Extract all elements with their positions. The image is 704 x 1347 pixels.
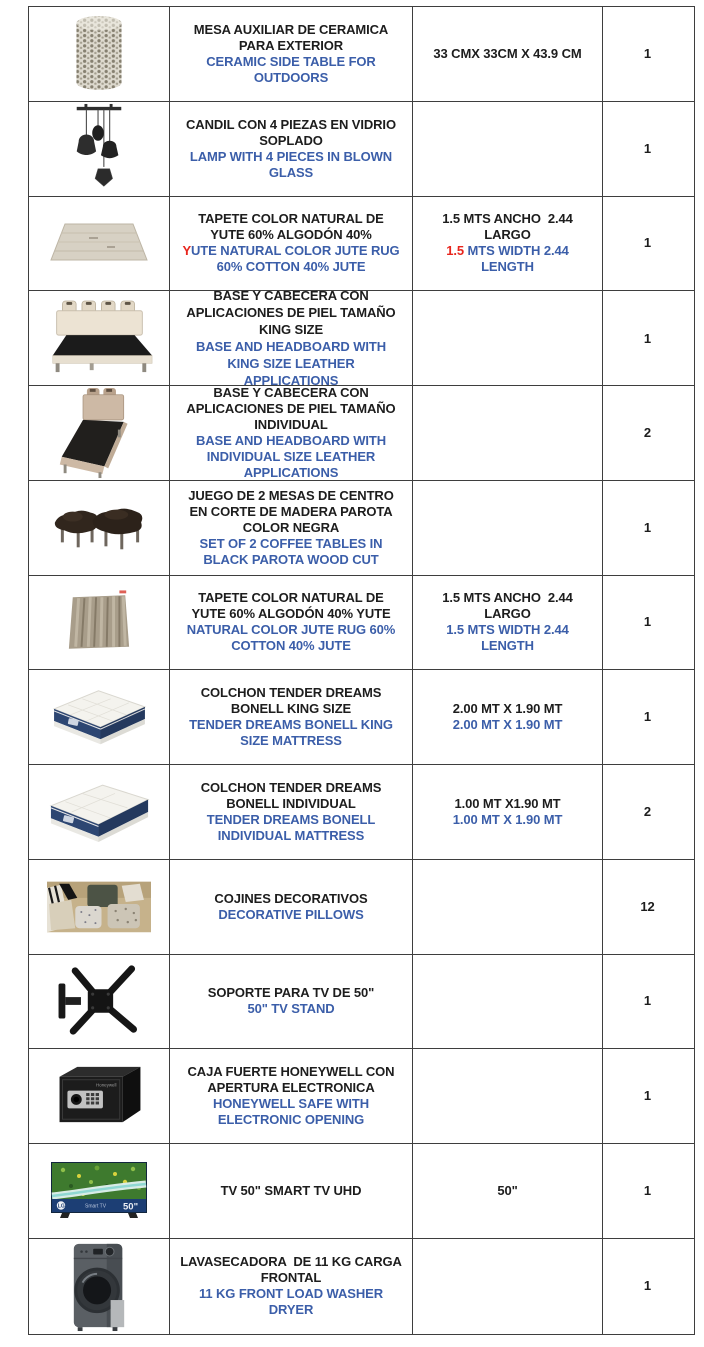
decorative-pillows-image	[47, 881, 151, 933]
text-run: 50" TV STAND	[247, 1001, 335, 1017]
text-run: MESA AUXILIAR DE CERAMICA	[193, 21, 389, 37]
description-line	[201, 780, 382, 796]
dimensions-cell	[413, 765, 603, 859]
table-row	[29, 291, 694, 386]
description-cell	[170, 291, 413, 385]
quantity-cell	[603, 1239, 692, 1334]
text-run: COJINES DECORATIVOS	[214, 890, 368, 906]
text-run: TENDER DREAMS BONELL KING	[189, 717, 393, 733]
quantity-cell	[603, 1049, 692, 1143]
description-line	[194, 22, 388, 38]
description-line	[206, 54, 375, 70]
quantity-value: 1	[643, 45, 652, 61]
dimension-line	[442, 590, 573, 606]
dimensions-cell	[413, 955, 603, 1049]
dimension-line	[497, 1183, 517, 1199]
text-run: SET OF 2 COFFEE TABLES IN	[199, 535, 383, 551]
description-line	[231, 701, 351, 717]
text-run: BONELL KING SIZE	[230, 701, 352, 717]
text-run: 11 KG FRONT LOAD WASHER	[198, 1286, 384, 1302]
tv-wall-mount-image	[51, 962, 147, 1040]
quantity-cell	[603, 481, 692, 575]
text-run: 60% COTTON 40% JUTE	[216, 259, 366, 275]
text-run: PARA EXTERIOR	[238, 37, 344, 53]
description-line	[188, 488, 393, 504]
text-run: BASE AND HEADBOARD WITH	[195, 432, 387, 448]
description-line	[180, 1254, 402, 1270]
table-row	[29, 1239, 694, 1334]
product-image-cell	[29, 291, 170, 385]
quantity-value: 1	[643, 1088, 652, 1104]
individual-mattress-image	[44, 781, 154, 843]
quantity-value: 1	[643, 235, 652, 251]
quantity-value: 1	[643, 993, 652, 1009]
product-image-cell	[29, 670, 170, 764]
svg-text:LG: LG	[57, 1203, 65, 1210]
description-line	[208, 985, 375, 1001]
quantity-value: 1	[643, 330, 652, 346]
description-line	[244, 465, 339, 480]
text-run: UTE NATURAL COLOR JUTE RUG	[191, 243, 400, 259]
table-row	[29, 386, 694, 481]
ceramic-side-table-image	[68, 13, 130, 95]
quantity-cell	[603, 197, 692, 291]
product-image-cell	[29, 860, 170, 954]
description-line	[259, 321, 323, 338]
dimension-line	[453, 717, 563, 733]
washer-dryer-image	[69, 1240, 129, 1332]
text-run: INDIVIDUAL MATTRESS	[217, 827, 365, 843]
table-row	[29, 576, 694, 671]
dimension-line	[446, 243, 568, 259]
text-run: KING SIZE	[258, 322, 324, 338]
description-line	[200, 536, 383, 552]
text-run: LARGO	[484, 227, 531, 243]
inventory-table	[28, 6, 695, 1335]
text-run: TAPETE COLOR NATURAL DE	[198, 211, 384, 227]
dimension-line	[433, 46, 581, 62]
dimensions-cell	[413, 1049, 603, 1143]
quantity-value: 1	[643, 1278, 652, 1294]
svg-text:50": 50"	[123, 1201, 139, 1213]
dimensions-cell	[413, 860, 603, 954]
quantity-value: 1	[643, 140, 652, 156]
product-image-cell	[29, 576, 170, 670]
description-cell	[170, 955, 413, 1049]
description-cell	[170, 102, 413, 196]
description-line	[188, 1064, 395, 1080]
description-cell	[170, 7, 413, 101]
king-mattress-image	[46, 686, 152, 748]
dimension-line	[484, 606, 530, 622]
text-run: APPLICATIONS	[243, 464, 339, 480]
dimensions-cell	[413, 386, 603, 480]
description-line	[259, 133, 323, 149]
text-run: JUEGO DE 2 MESAS DE CENTRO	[188, 487, 394, 503]
description-line	[218, 907, 363, 923]
table-row	[29, 670, 694, 765]
table-row	[29, 765, 694, 860]
description-line	[203, 552, 378, 568]
quantity-value: 12	[640, 898, 655, 914]
description-line	[217, 259, 366, 275]
description-cell	[170, 670, 413, 764]
text-run: COTTON 40% JUTE	[231, 638, 351, 654]
text-run: Y	[182, 243, 192, 259]
quantity-value: 1	[643, 614, 652, 630]
text-run: APLICACIONES DE PIEL TAMAÑO	[186, 400, 396, 416]
description-line	[199, 1286, 383, 1302]
svg-text:Smart TV: Smart TV	[85, 1203, 107, 1210]
description-line	[269, 1302, 314, 1318]
text-run: BLACK PAROTA WOOD CUT	[203, 551, 379, 567]
product-image-cell	[29, 1239, 170, 1334]
description-cell	[170, 197, 413, 291]
description-line	[210, 227, 372, 243]
quantity-value: 1	[643, 1182, 652, 1198]
quantity-cell	[603, 291, 692, 385]
quantity-value: 1	[643, 519, 652, 535]
product-image-cell	[29, 7, 170, 101]
text-run: 50"	[497, 1182, 518, 1198]
description-line	[213, 1096, 369, 1112]
dimensions-cell	[413, 102, 603, 196]
king-bed-image	[43, 298, 155, 378]
quantity-value: 1	[643, 709, 652, 725]
description-line	[196, 338, 386, 355]
description-line	[244, 372, 339, 385]
text-run: 1.5	[446, 243, 465, 259]
text-run: NATURAL COLOR JUTE RUG 60%	[186, 622, 396, 638]
description-line	[254, 417, 327, 433]
text-run: APPLICATIONS	[243, 373, 339, 385]
description-line	[187, 622, 396, 638]
text-run: 2.00 MT X 1.90 MT	[452, 701, 563, 717]
text-run: 1.5 MTS WIDTH 2.44	[446, 622, 569, 638]
description-line	[227, 355, 354, 372]
text-run: LAVASECADORA DE 11 KG CARGA	[180, 1254, 402, 1270]
product-image-cell	[29, 1144, 170, 1238]
text-run: TAPETE COLOR NATURAL DE	[198, 590, 384, 606]
quantity-cell	[603, 1144, 692, 1238]
description-cell	[170, 765, 413, 859]
text-run: 1.5 MTS ANCHO 2.44	[442, 590, 573, 606]
text-run: BASE Y CABECERA CON	[213, 291, 369, 304]
quantity-cell	[603, 7, 692, 101]
description-line	[254, 70, 328, 86]
jute-rug-image	[49, 217, 149, 269]
description-line	[261, 1270, 321, 1286]
dimension-line	[454, 796, 560, 812]
text-run: BASE Y CABECERA CON	[213, 386, 369, 400]
dimension-line	[481, 259, 534, 275]
dimension-line	[442, 211, 573, 227]
description-cell	[170, 481, 413, 575]
description-line	[198, 590, 383, 606]
text-run: ELECTRONIC OPENING	[217, 1112, 365, 1128]
product-image-cell	[29, 197, 170, 291]
text-run: KING SIZE LEATHER	[227, 356, 355, 372]
dimension-line	[481, 638, 534, 654]
text-run: SOPORTE PARA TV DE 50"	[207, 985, 375, 1001]
dimensions-cell	[413, 291, 603, 385]
dimension-line	[453, 701, 563, 717]
table-row	[29, 102, 694, 197]
text-run: MTS WIDTH 2.44	[464, 243, 569, 259]
description-line	[182, 243, 399, 259]
quantity-cell	[603, 576, 692, 670]
description-cell	[170, 860, 413, 954]
text-run: 2.00 MT X 1.90 MT	[452, 717, 563, 733]
description-cell	[170, 576, 413, 670]
dimension-line	[453, 812, 563, 828]
dimensions-cell	[413, 670, 603, 764]
description-line	[189, 717, 393, 733]
description-line	[231, 638, 351, 654]
text-run: LENGTH	[481, 259, 534, 275]
product-image-cell	[29, 1049, 170, 1143]
lg-smart-tv-image	[49, 1160, 149, 1222]
description-line	[240, 733, 342, 749]
blown-glass-lamp-image	[63, 103, 135, 195]
description-line	[247, 1001, 334, 1017]
text-run: 1.00 MT X 1.90 MT	[452, 811, 563, 827]
text-run: FRONTAL	[260, 1270, 322, 1286]
product-image-cell	[29, 102, 170, 196]
description-line	[198, 211, 383, 227]
description-cell	[170, 1049, 413, 1143]
description-line	[213, 291, 368, 304]
text-run: COLCHON TENDER DREAMS	[200, 779, 382, 795]
text-run: INDIVIDUAL	[254, 416, 328, 432]
description-line	[221, 1183, 362, 1199]
description-line	[213, 386, 368, 401]
dimensions-cell	[413, 481, 603, 575]
text-run: LARGO	[484, 606, 531, 622]
table-row	[29, 955, 694, 1050]
text-run: APERTURA ELECTRONICA	[207, 1080, 375, 1096]
text-run: 33 CMX 33CM X 43.9 CM	[433, 45, 582, 61]
quantity-cell	[603, 765, 692, 859]
description-line	[218, 828, 364, 844]
description-line	[207, 449, 375, 465]
table-row	[29, 7, 694, 102]
text-run: SOPLADO	[259, 132, 323, 148]
description-line	[239, 38, 343, 54]
dimension-line	[484, 227, 530, 243]
text-run: CAJA FUERTE HONEYWELL CON	[187, 1064, 395, 1080]
dimension-line	[446, 622, 568, 638]
description-line	[186, 304, 395, 321]
table-row	[29, 1049, 694, 1144]
text-run: OUTDOORS	[253, 69, 329, 85]
text-run: DECORATIVE PILLOWS	[218, 906, 364, 922]
single-bed-image	[57, 387, 141, 479]
quantity-value: 2	[643, 803, 652, 819]
text-run: INDIVIDUAL SIZE LEATHER	[206, 448, 376, 464]
quantity-cell	[603, 102, 692, 196]
description-line	[186, 401, 395, 417]
text-run: CERAMIC SIDE TABLE FOR	[206, 53, 376, 69]
text-run: TENDER DREAMS BONELL	[206, 811, 376, 827]
coffee-tables-image	[47, 500, 151, 556]
description-line	[186, 117, 396, 133]
quantity-cell	[603, 386, 692, 480]
table-row	[29, 1144, 694, 1239]
text-run: YUTE 60% ALGODÓN 40% YUTE	[191, 606, 391, 622]
description-cell	[170, 386, 413, 480]
quantity-cell	[603, 860, 692, 954]
quantity-value: 2	[643, 424, 652, 440]
text-run: GLASS	[268, 164, 314, 180]
text-run: SIZE MATTRESS	[240, 733, 342, 749]
text-run: 1.00 MT X1.90 MT	[454, 795, 561, 811]
honeywell-safe-image	[49, 1059, 149, 1133]
description-line	[189, 504, 392, 520]
jute-rug-striped-image	[65, 590, 133, 654]
description-line	[191, 606, 390, 622]
dimensions-cell	[413, 7, 603, 101]
description-cell	[170, 1239, 413, 1334]
description-line	[269, 165, 313, 181]
description-line	[207, 1080, 374, 1096]
quantity-cell	[603, 670, 692, 764]
table-row	[29, 197, 694, 292]
dimensions-cell	[413, 197, 603, 291]
text-run: LAMP WITH 4 PIECES IN BLOWN	[189, 148, 393, 164]
text-run: BONELL INDIVIDUAL	[226, 795, 356, 811]
description-line	[196, 433, 386, 449]
description-line	[218, 1112, 364, 1128]
product-image-cell	[29, 955, 170, 1049]
quantity-cell	[603, 955, 692, 1049]
text-run: LENGTH	[481, 638, 534, 654]
description-line	[243, 520, 339, 536]
text-run: 1.5 MTS ANCHO 2.44	[442, 211, 573, 227]
table-row	[29, 860, 694, 955]
text-run: CANDIL CON 4 PIEZAS EN VIDRIO	[186, 116, 396, 132]
text-run: BASE AND HEADBOARD WITH	[195, 339, 387, 355]
text-run: COLCHON TENDER DREAMS	[200, 685, 382, 701]
product-image-cell	[29, 765, 170, 859]
text-run: APLICACIONES DE PIEL TAMAÑO	[186, 305, 396, 321]
svg-text:Honeywell: Honeywell	[96, 1082, 117, 1088]
description-line	[190, 149, 392, 165]
description-line	[214, 891, 367, 907]
description-cell	[170, 1144, 413, 1238]
description-line	[207, 812, 375, 828]
text-run: EN CORTE DE MADERA PAROTA	[189, 503, 393, 519]
dimensions-cell	[413, 1239, 603, 1334]
dimensions-cell	[413, 1144, 603, 1238]
product-image-cell	[29, 386, 170, 480]
text-run: DRYER	[268, 1302, 314, 1318]
text-run: TV 50" SMART TV UHD	[220, 1182, 362, 1198]
dimensions-cell	[413, 576, 603, 670]
description-line	[226, 796, 356, 812]
table-row	[29, 481, 694, 576]
text-run: YUTE 60% ALGODÓN 40%	[210, 227, 372, 243]
text-run: HONEYWELL SAFE WITH	[212, 1096, 370, 1112]
description-line	[201, 685, 382, 701]
text-run: COLOR NEGRA	[242, 519, 340, 535]
product-image-cell	[29, 481, 170, 575]
